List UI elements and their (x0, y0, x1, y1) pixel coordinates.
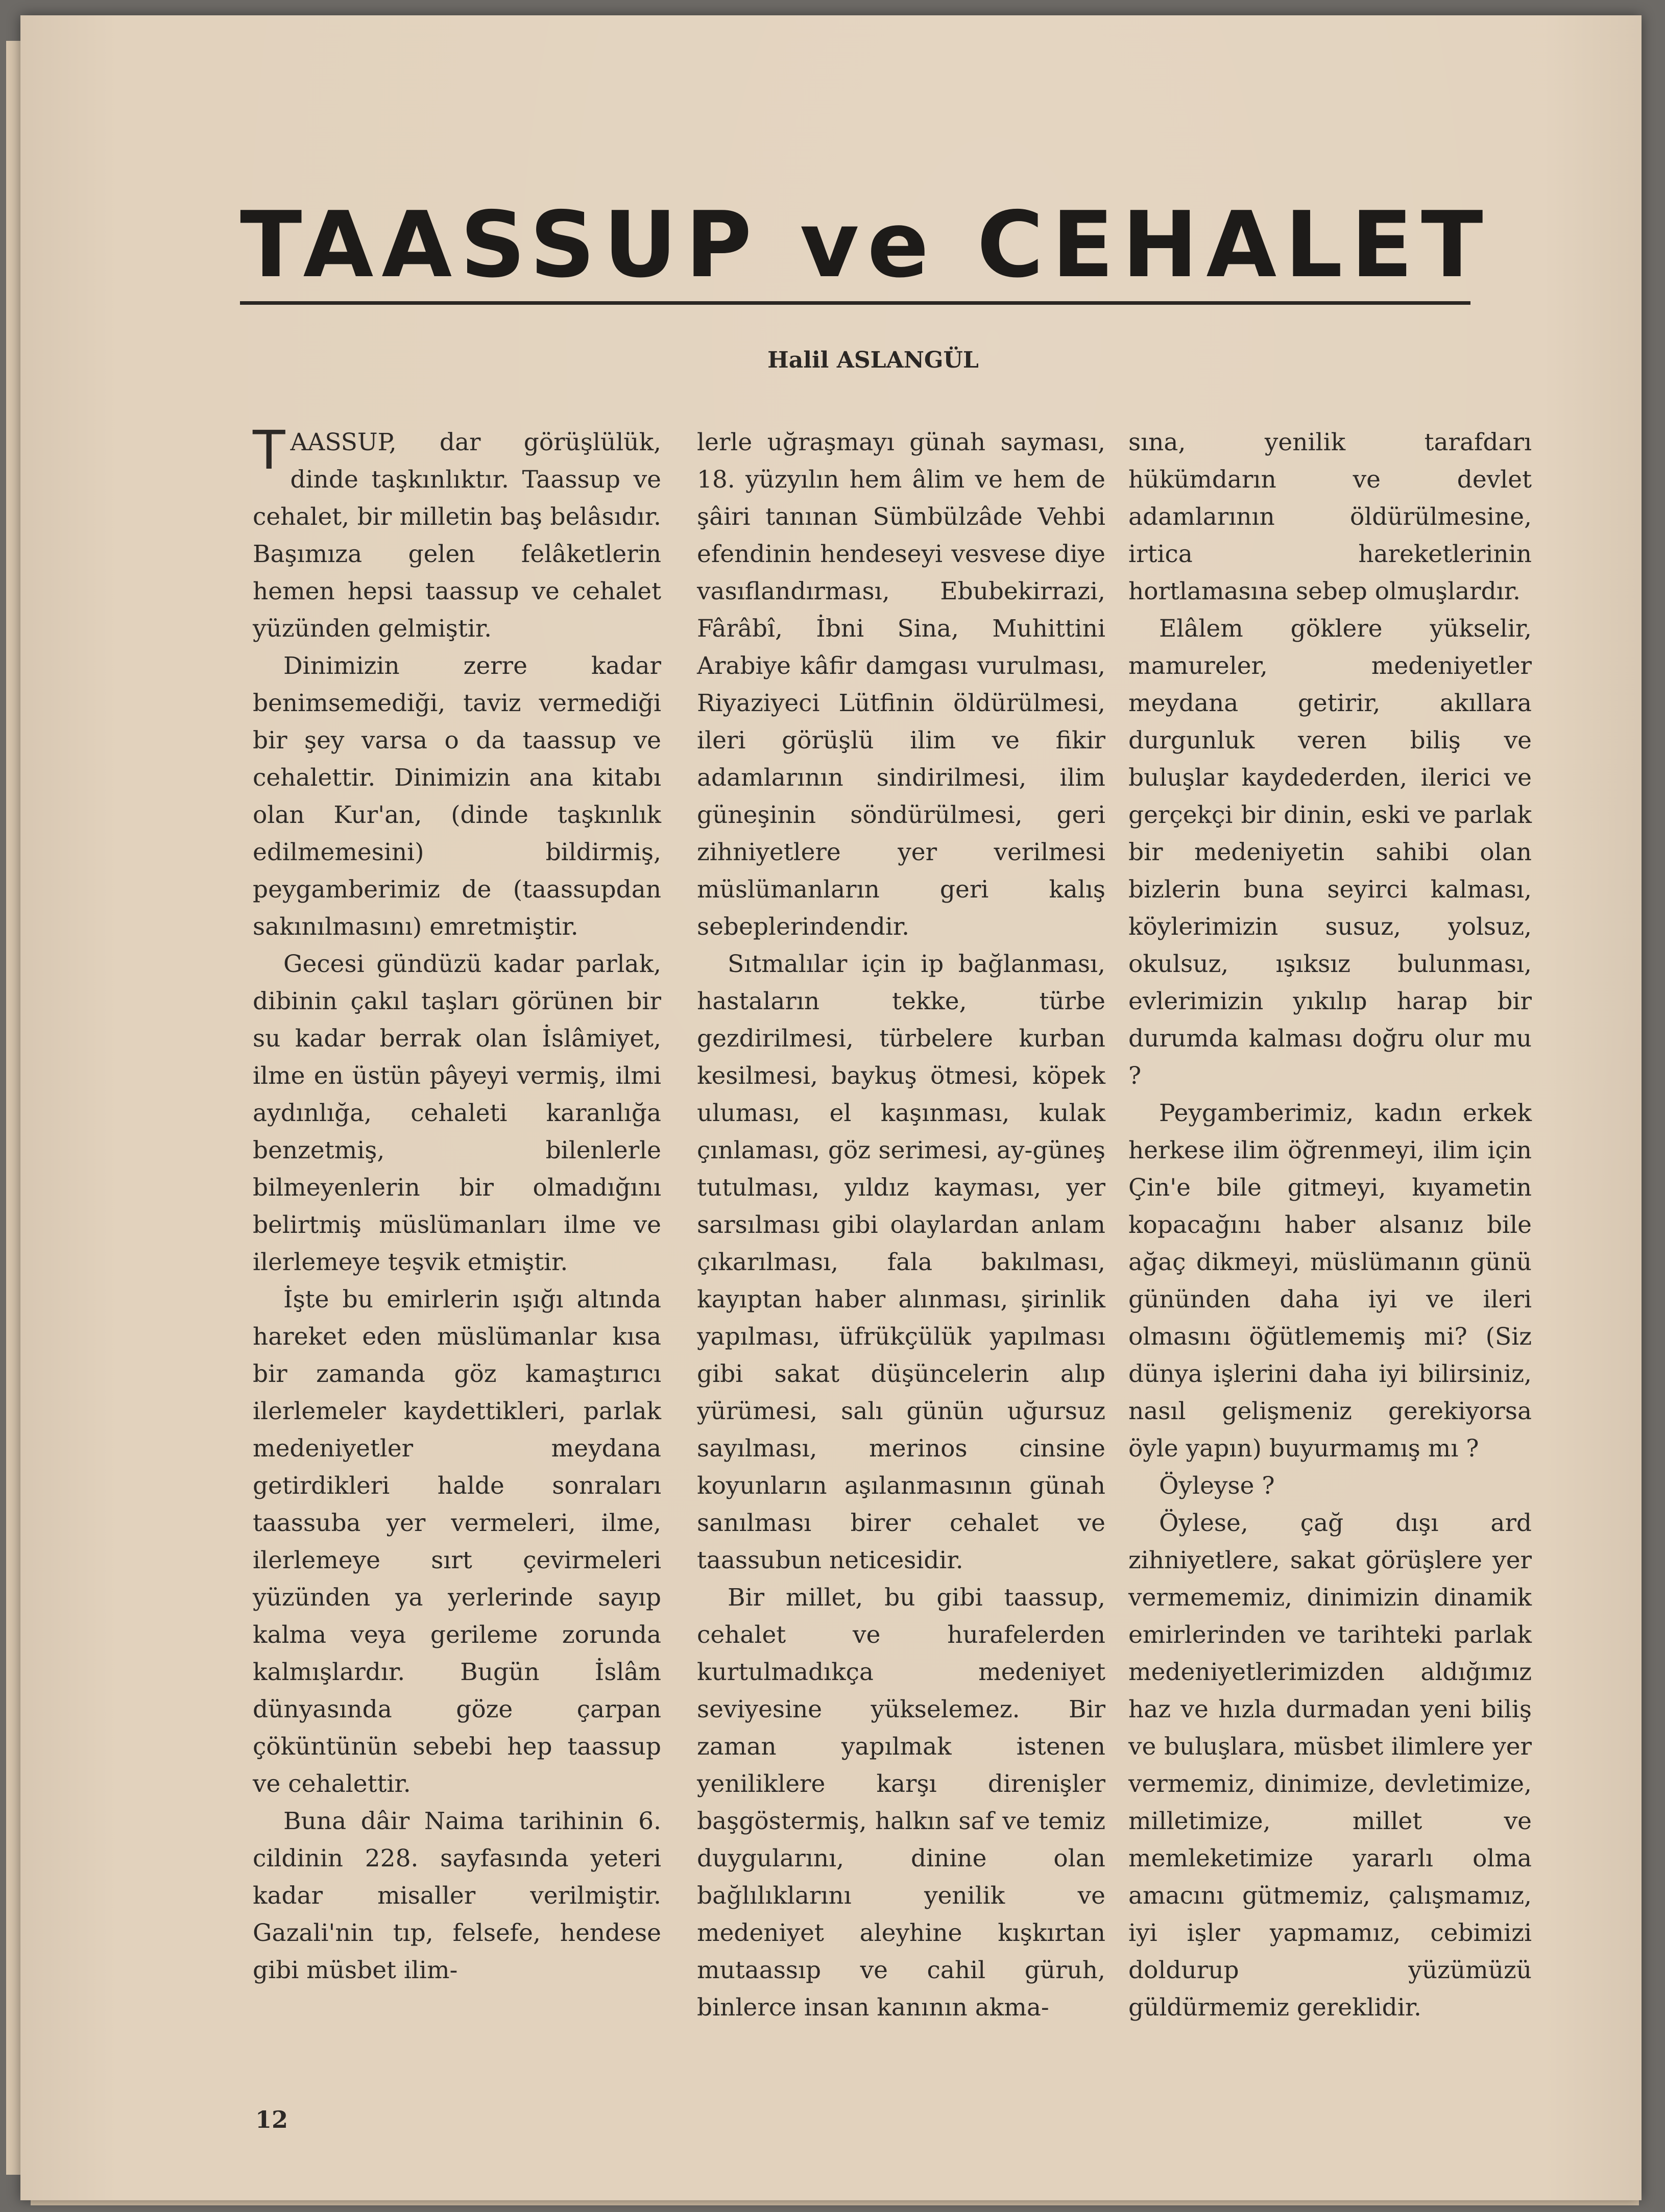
paragraph: Buna dâir Naima tarihinin 6. cildinin 228. sayfasında yeteri kadar misaller verilmiştir. Gazali'nin tıp, felsefe, hendese gibi müsbet ilim- (253, 1807, 661, 1984)
paragraph: Öylese, çağ dışı ard zihniyetlere, sakat görüşlere yer vermememiz, dinimizin dinamik emirlerinden ve tarihteki parlak medeniyetlerimizden aldığımız haz ve hızla durmadan yeni biliş ve buluşlara, müsbet ilimlere yer vermemiz, dinimize, devletimize, milletimize, millet ve memleketimize yararlı olma amacını gütmemiz, çalışmamız, iyi işler yapmamız, cebimizi doldurup yüzümüzü güldürmemiz gereklidir. (1128, 1509, 1532, 2022)
drop-cap: T (253, 419, 285, 481)
paragraph: Öyleyse ? (1159, 1472, 1275, 1500)
paragraph: Gecesi gündüzü kadar parlak, dibinin çakıl taşları görünen bir su kadar berrak olan İslâmiyet, ilme en üstün pâyeyi vermiş, ilmi aydınlığa, cehaleti karanlığa benzetmiş, bilenlerle bilmeyenlerin bir olmadığını belirtmiş müslümanları ilme ve ilerlemeye teşvik etmiştir. (253, 950, 661, 1276)
paragraph: Dinimizin zerre kadar benimsemediği, taviz vermediği bir şey varsa o da taassup ve cehalettir. Dinimizin ana kitabı olan Kur'an, (dinde taşkınlık edilmemesini) bildirmiş, peygamberimiz de (taassupdan sakınılmasını) emretmiştir. (253, 652, 661, 941)
author-byline: Halil ASLANGÜL (767, 347, 979, 373)
paragraph (253, 419, 661, 647)
text-column-3 (1128, 424, 1532, 2026)
text-column-1 (253, 419, 661, 1989)
article-title: TAASSUP ve CEHALET (240, 192, 1491, 298)
page-edge-left (6, 41, 20, 2175)
text-column-2 (697, 424, 1105, 2026)
paragraph: sına, yenilik tarafdarı hükümdarın ve devlet adamlarının öldürülmesine, irtica hareketlerinin hortlamasına sebep olmuşlardır. (1128, 428, 1532, 605)
paragraph: Bir millet, bu gibi taassup, cehalet ve hurafelerden kurtulmadıkça medeniyet seviyesine yükselemez. Bir zaman yapılmak istenen yeniliklere karşı direnişler başgöstermiş, halkın saf ve temiz duygularını, dinine olan bağlılıklarını yenilik ve medeniyet aleyhine kışkırtan mutaassıp ve cahil güruh, binlerce insan kanının akma- (697, 1584, 1105, 2022)
paragraph: İşte bu emirlerin ışığı altında hareket eden müslümanlar kısa bir zamanda göz kamaştırıcı ilerlemeler kaydettikleri, parlak medeniyetler meydana getirdikleri halde sonraları taassuba yer vermeleri, ilme, ilerlemeye sırt çevirmeleri yüzünden ya yerlerinde sayıp kalma veya gerileme zorunda kalmışlardır. Bugün İslâm dünyasında göze çarpan çöküntünün sebebi hep taassup ve cehalettir. (253, 1285, 661, 1798)
page-number: 12 (255, 2106, 288, 2133)
paragraph: Elâlem göklere yükselir, mamureler, medeniyetler meydana getirir, akıllara durgunluk veren biliş ve buluşlar kaydederden, ilerici ve gerçekçi bir dinin, eski ve parlak bir medeniyetin sahibi olan bizlerin buna seyirci kalması, köylerimizin susuz, yolsuz, okulsuz, ışıksız bulunması, evlerimizin yıkılıp harap bir durumda kalması doğru olur mu ? (1128, 615, 1532, 1090)
paragraph: lerle uğraşmayı günah sayması, 18. yüzyılın hem âlim ve hem de şâiri tanınan Sümbülzâde Vehbi efendinin hendeseyi vesvese diye vasıflandırması, Ebubekirrazi, Fârâbî, İbni Sina, Muhittini Arabiye kâfir damgası vurulması, Riyaziyeci Lütfinin öldürülmesi, ileri görüşlü ilim ve fikir adamlarının sindirilmesi, ilim güneşinin söndürülmesi, geri zihniyetlere yer verilmesi müslümanların geri kalış sebeplerindendir. (697, 428, 1105, 941)
magazine-page (20, 15, 1642, 2200)
paragraph: Sıtmalılar için ip bağlanması, hastaların tekke, türbe gezdirilmesi, türbelere kurban kesilmesi, baykuş ötmesi, köpek uluması, el kaşınması, kulak çınlaması, göz serimesi, ay-güneş tutulması, yıldız kayması, yer sarsılması gibi olaylardan anlam çıkarılması, fala bakılması, kayıptan haber alınması, şirinlik yapılması, üfrükçülük yapılması gibi sakat düşüncelerin alıp yürümesi, salı günün uğursuz sayılması, merinos cinsine koyunların aşılanmasının günah sanılması birer cehalet ve taassubun neticesidir. (697, 950, 1105, 1574)
paragraph-text: AASSUP, dar görüşlülük, dinde taşkınlıktır. Taassup ve cehalet, bir milletin baş belâsıdır. Başımıza gelen felâketlerin hemen hepsi taassup ve cehalet yüzünden gelmiştir. (253, 428, 661, 643)
title-rule (240, 301, 1470, 305)
paragraph: Peygamberimiz, kadın erkek herkese ilim öğrenmeyi, ilim için Çin'e bile gitmeyi, kıyametin kopacağını haber alsanız bile ağaç dikmeyi, müslümanın günü gününden daha iyi ve ileri olmasını öğütlememiş mi? (Siz dünya işlerini daha iyi bilirsiniz, nasıl gelişmeniz gerekiyorsa öyle yapın) buyurmamış mı ? (1128, 1099, 1532, 1463)
